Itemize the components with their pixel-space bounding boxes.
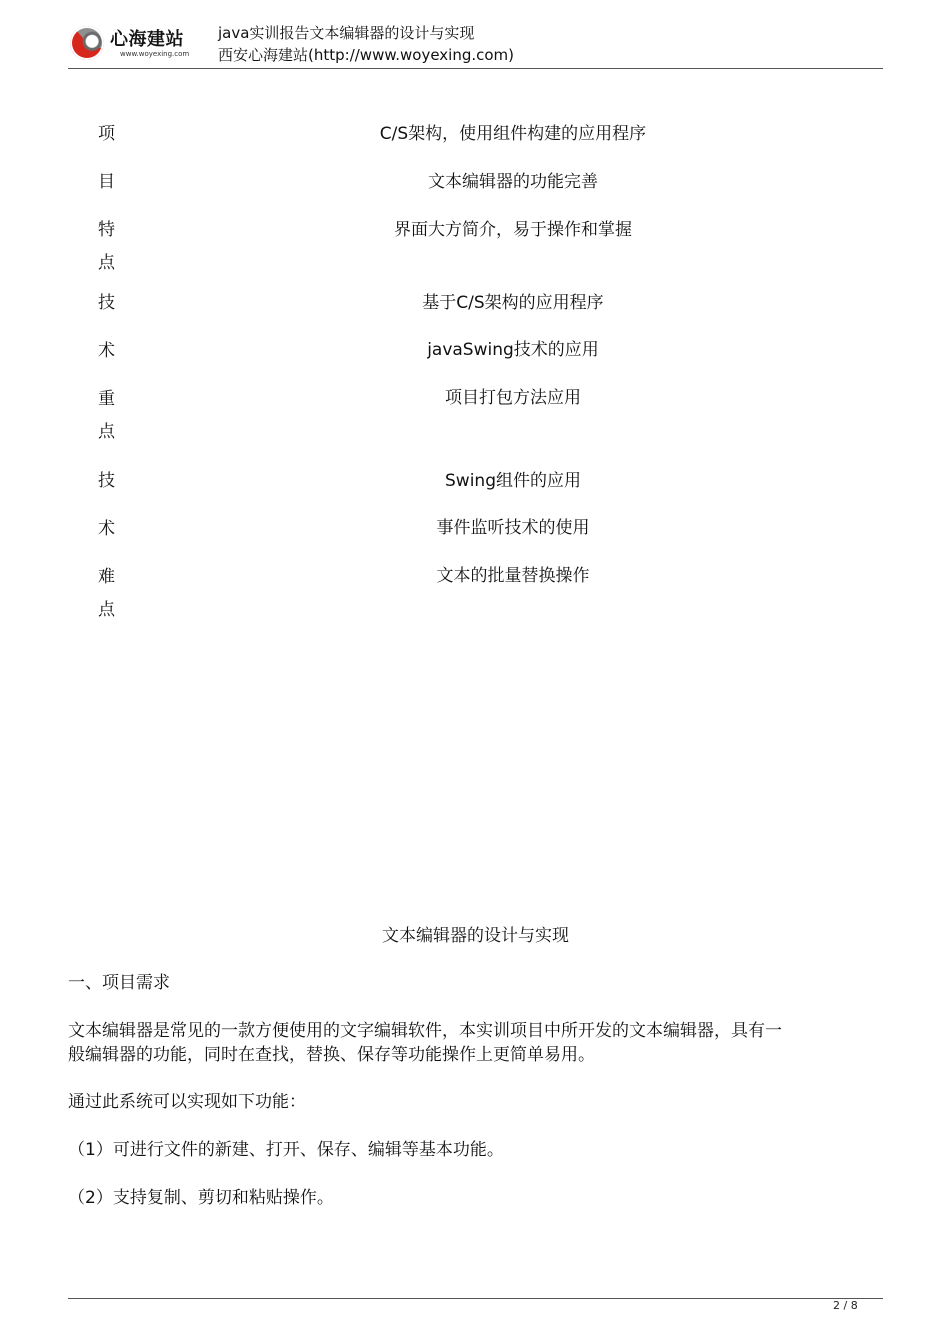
technical-difficulty-label	[98, 457, 118, 621]
page-header	[68, 18, 883, 68]
technical-focus-label-char: 技	[98, 293, 115, 313]
technical-focus-label-char: 术	[98, 341, 115, 361]
technical-focus-item: 项目打包方法应用	[445, 388, 581, 408]
technical-focus-label-char: 点	[98, 422, 115, 442]
technical-difficulty-label-char: 技	[98, 471, 115, 491]
header-subtitle: 西安心海建站(http://www.woyexing.com)	[218, 46, 515, 64]
footer-divider	[68, 1298, 883, 1299]
technical-focus-item: javaSwing技术的应用	[427, 340, 599, 360]
project-feature-item: C/S架构，使用组件构建的应用程序	[379, 124, 647, 144]
project-features-label-char: 特	[98, 220, 115, 240]
intro-line-1: 文本编辑器是常见的一款方便使用的文字编辑软件，本实训项目中所开发的文本编辑器，具有一	[68, 1021, 782, 1041]
project-features-label-char: 项	[98, 124, 115, 144]
project-features-label-char: 点	[98, 253, 115, 273]
technical-focus-item: 基于C/S架构的应用程序	[422, 293, 604, 313]
logo-emblem-icon	[70, 26, 104, 60]
technical-difficulty-label-char: 点	[98, 600, 115, 620]
logo-name: 心海建站	[110, 29, 184, 50]
project-features-label	[98, 110, 118, 274]
capability-item-1: （1）可进行文件的新建、打开、保存、编辑等基本功能。	[68, 1140, 504, 1160]
logo-url: www.woyexing.com	[120, 50, 190, 58]
intro-paragraph	[68, 1019, 883, 1067]
technical-difficulty-item: 事件监听技术的使用	[436, 518, 590, 538]
technical-focus-label	[98, 279, 118, 443]
technical-focus-label-char: 重	[98, 389, 115, 409]
technical-difficulty-item: Swing组件的应用	[445, 471, 581, 491]
technical-difficulty-item: 文本的批量替换操作	[436, 566, 590, 586]
intro-line-2: 般编辑器的功能，同时在查找，替换、保存等功能操作上更简单易用。	[68, 1045, 595, 1065]
project-feature-item: 文本编辑器的功能完善	[428, 172, 598, 192]
project-feature-item: 界面大方简介，易于操作和掌握	[394, 220, 632, 240]
technical-difficulty-label-char: 术	[98, 519, 115, 539]
technical-difficulty-label-char: 难	[98, 567, 115, 587]
capability-item-2: （2）支持复制、剪切和粘贴操作。	[68, 1188, 334, 1208]
header-title: java实训报告文本编辑器的设计与实现	[218, 24, 475, 42]
capabilities-lead: 通过此系统可以实现如下功能：	[68, 1092, 306, 1112]
project-features-label-char: 目	[98, 172, 115, 192]
requirements-heading: 一、项目需求	[68, 973, 170, 993]
site-logo	[68, 22, 198, 62]
page-number: 2 / 8	[833, 1299, 858, 1312]
header-divider	[68, 68, 883, 69]
document-title: 文本编辑器的设计与实现	[382, 926, 569, 946]
